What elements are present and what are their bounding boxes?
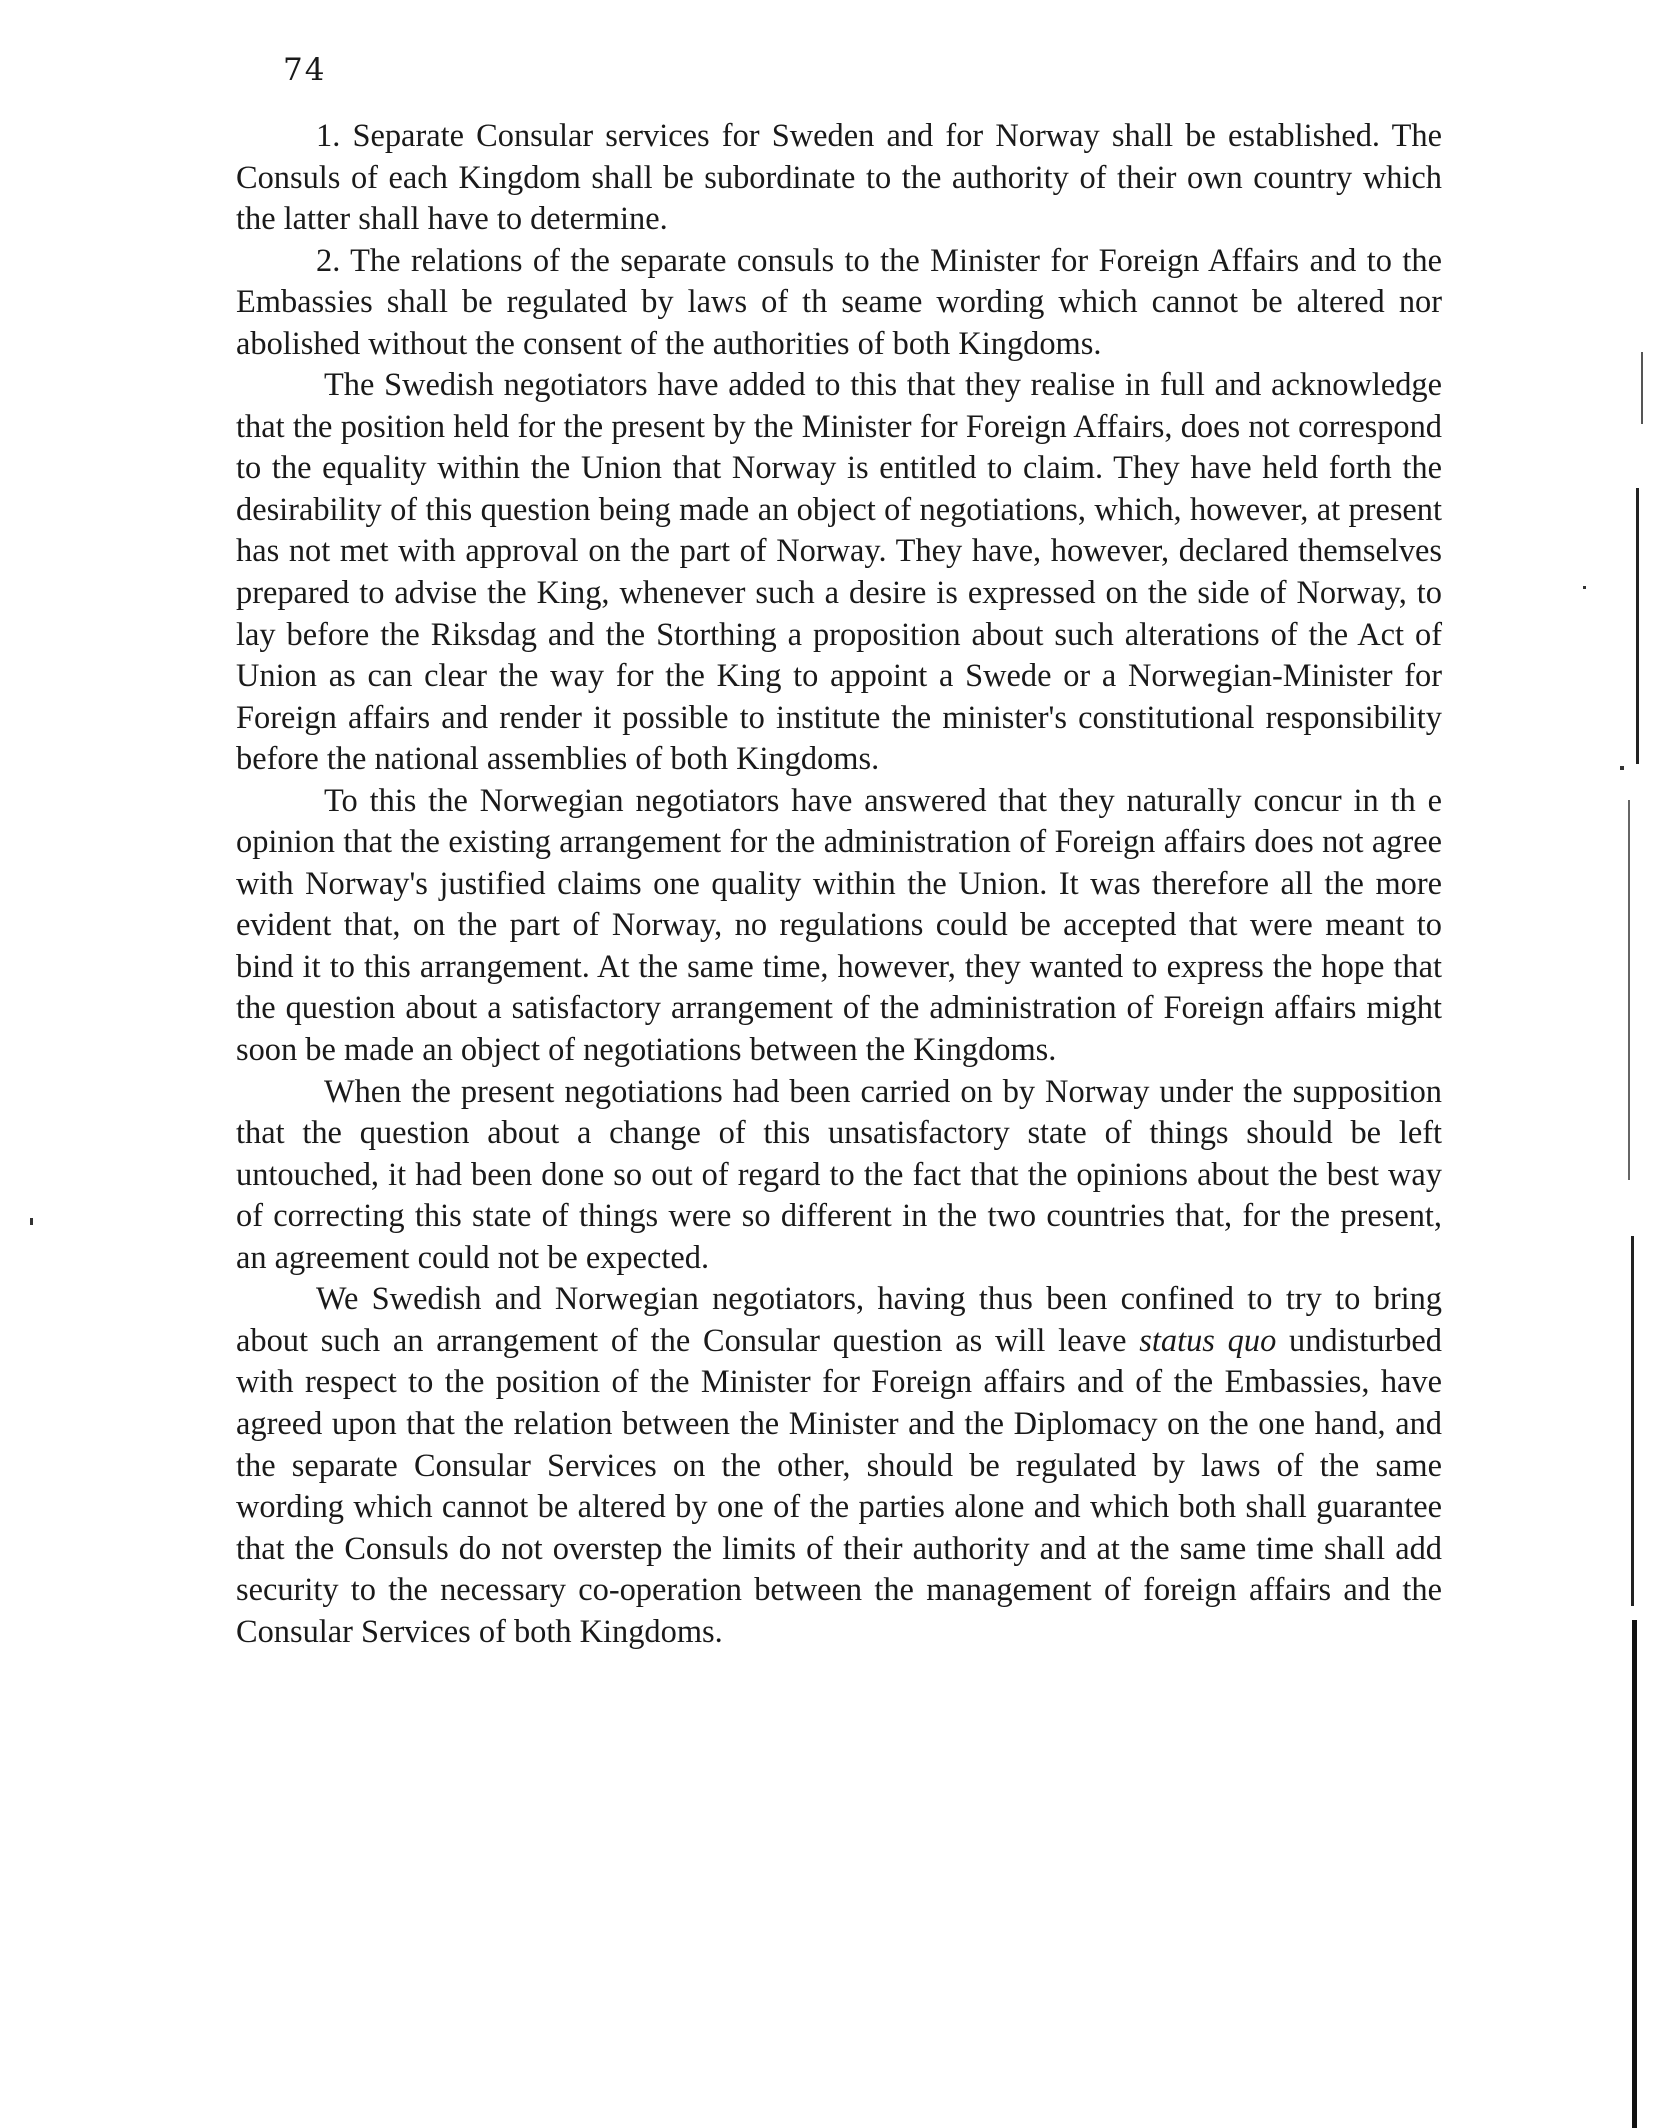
body-text	[236, 116, 1442, 1653]
paragraph-6-text-start: We Swedish and Norwegian negotiators, having thus been confined to try to bring about such an arrangement of the Consular question as will leave	[236, 1281, 1442, 1359]
scan-edge-mark	[1632, 1620, 1637, 2128]
scan-speck	[30, 1218, 33, 1225]
paragraph-6-text-end: undisturbed with respect to the position of the Minister for Foreign affairs and of the Embassies, have agreed upon that the relation between the Minister and the Diplomacy on the one hand, and the separate Consular Services on the other, should be regulated by laws of the same wording which cannot be altered by one of the parties alone and which both shall guarantee that the Consuls do not overstep the limits of their authority and at the same time shall add security to the necessary co-operation between the management of foreign affairs and the Consular Services of both Kingdoms.	[236, 1322, 1442, 1650]
paragraph-1: 1. Separate Consular services for Sweden and for Norway shall be established. The Consuls of each Kingdom shall be subordinate to the authority of their own country which the latter shall have to determine.	[236, 118, 1442, 238]
scan-speck	[1583, 586, 1586, 589]
scan-edge-mark	[1628, 800, 1630, 1180]
paragraph-6	[236, 1279, 1442, 1653]
paragraph-6-italic-term: status quo	[1139, 1322, 1277, 1359]
paragraph-2: 2. The relations of the separate consuls to the Minister for Foreign Affairs and to the Embassies shall be regulated by laws of th seame wording which cannot be altered nor abolished without the consent of the authorities of both Kingdoms.	[236, 242, 1442, 362]
scan-edge-mark	[1641, 352, 1643, 424]
scan-speck	[1620, 766, 1624, 770]
paragraph-3: The Swedish negotiators have added to this that they realise in full and acknowledge that the position held for the present by the Minister for Foreign Affairs, does not correspond to the equality within the Union that Norway is entitled to claim. They have held forth the desirability of this question being made an object of negotiations, which, however, at present has not met with approval on the part of Norway. They have, however, declared themselves prepared to advise the King, whenever such a desire is expressed on the side of Norway, to lay before the Riksdag and the Storthing a proposition about such alterations of the Act of Union as can clear the way for the King to appoint a Swede or a Norwegian-Minister for Foreign affairs and render it possible to institute the minister's constitutional responsibility before the national assemblies of both Kingdoms.	[236, 367, 1442, 778]
paragraph-5: When the present negotiations had been carried on by Norway under the supposition that the question about a change of this unsatisfactory state of things should be left untouched, it had been done so out of regard to the fact that the opinions about the best way of correcting this state of things were so different in the two countries that, for the present, an agreement could not be expected.	[236, 1073, 1442, 1276]
scan-edge-mark	[1631, 1236, 1634, 1606]
page-number: 74	[283, 52, 327, 88]
paragraph-4: To this the Norwegian negotiators have answered that they naturally concur in th e opinion that the existing arrangement for the administration of Foreign affairs does not agree with Norway's justified claims one quality within the Union. It was therefore all the more evident that, on the part of Norway, no regulations could be accepted that were meant to bind it to this arrangement. At the same time, however, they wanted to express the hope that the question about a satisfactory arrangement of the administration of Foreign affairs might soon be made an object of negotiations between the Kingdoms.	[236, 782, 1442, 1069]
scan-edge-mark	[1636, 488, 1639, 764]
